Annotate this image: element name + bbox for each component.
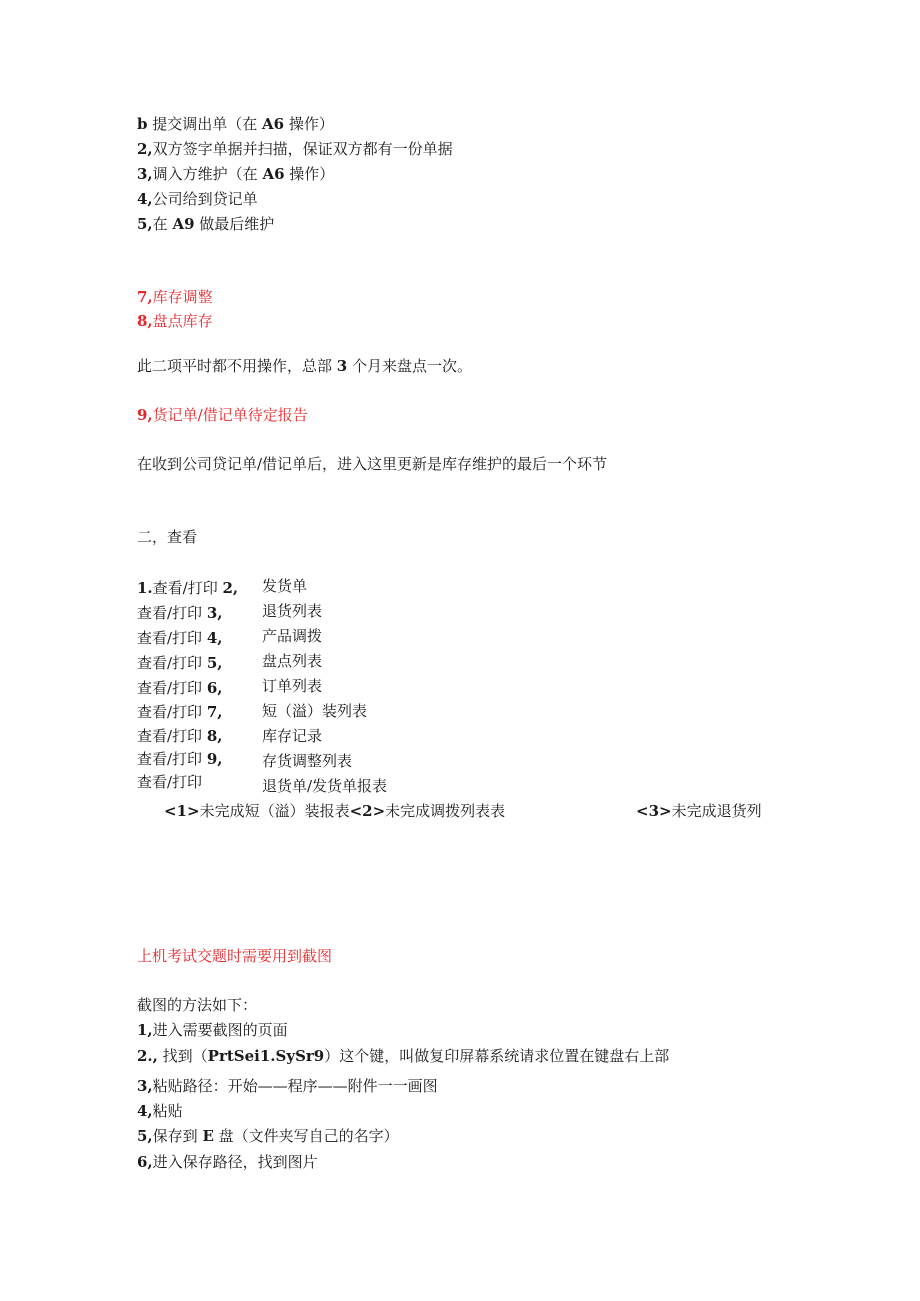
screenshot-step: 4,粘贴 [137,1102,183,1120]
view-row: 1.查看/打印 2, [137,579,239,597]
screenshot-step: 5,保存到 E 盘（文件夹写自己的名字） [137,1127,399,1145]
view-row: 查看/打印 [137,773,203,791]
screenshot-intro: 截图的方法如下： [137,996,258,1014]
view-row: 查看/打印 6, [137,679,223,697]
note-credit-report: 在收到公司贷记单/借记单后，进入这里更新是库存维护的最后一个环节 [137,455,608,473]
heading-stock-adjust: 7,库存调整 [137,288,213,306]
step-2: 2,双方签字单据并扫描，保证双方都有一份单据 [137,140,453,158]
view-row-label: 退货单/发货单报表 [262,777,388,795]
view-row-label: 存货调整列表 [262,752,353,770]
sub-item-short-over: <1>未完成短（溢）装报表<2>未完成调拨列表表 [164,802,506,820]
view-row-label: 库存记录 [262,727,323,745]
section-view-title: 二，查看 [137,528,198,546]
heading-exam-screenshot: 上机考试交题时需要用到截图 [137,947,333,965]
heading-credit-report: 9,货记单/借记单待定报告 [137,406,308,424]
screenshot-step: 2., 找到（PrtSei1.SySr9）这个键，叫做复印屏幕系统请求位置在键盘右上部 [137,1047,670,1065]
view-row-label: 盘点列表 [262,652,323,670]
view-row-label: 产品调拨 [262,627,323,645]
screenshot-step: 3,粘贴路径：开始——程序——附件一一画图 [137,1077,438,1095]
step-4: 4,公司给到贷记单 [137,190,258,208]
view-row-label: 订单列表 [262,677,323,695]
view-row: 查看/打印 5, [137,654,223,672]
heading-stock-take: 8,盘点库存 [137,312,213,330]
screenshot-step: 6,进入保存路径，找到图片 [137,1153,318,1171]
view-row: 查看/打印 7, [137,703,223,721]
step-b: b 提交调出单（在 A6 操作） [137,115,334,133]
view-row-label: 退货列表 [262,602,323,620]
note-stock-take: 此二项平时都不用操作，总部 3 个月来盘点一次。 [137,357,472,375]
view-row: 查看/打印 8, [137,727,223,745]
view-row: 查看/打印 9, [137,750,223,768]
step-3: 3,调入方维护（在 A6 操作） [137,165,335,183]
step-5: 5,在 A9 做最后维护 [137,215,275,233]
view-row-label: 短（溢）装列表 [262,702,368,720]
sub-item-returns: <3>未完成退货列 [636,802,762,820]
view-row: 查看/打印 4, [137,629,223,647]
view-row-label: 发货单 [262,577,308,595]
view-row: 查看/打印 3, [137,604,223,622]
screenshot-step: 1,进入需要截图的页面 [137,1021,288,1039]
